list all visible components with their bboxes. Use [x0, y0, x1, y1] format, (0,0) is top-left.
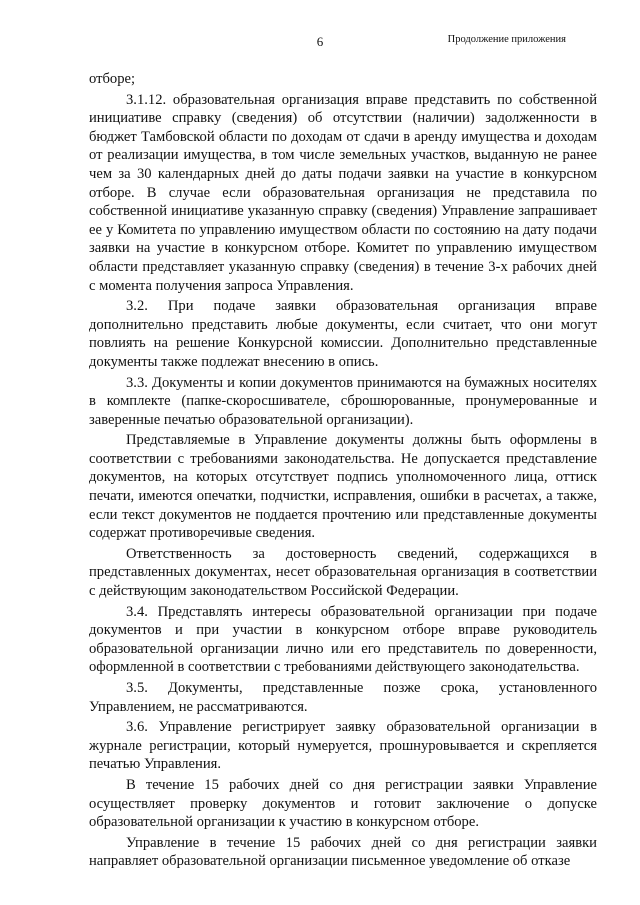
paragraph-review-period: В течение 15 рабочих дней со дня регистрации заявки Управление осуществляет проверку документов и готовит заключение о допуске образовательной организации к участию в конкурсном отборе.: [89, 776, 597, 831]
paragraph-3-4: 3.4. Представлять интересы образовательной организации при подаче документов и при участии в конкурсном отборе вправе руководитель образовательной организации лично или его представитель по доверенности, оформленной в соответствии с требованиями действующего законодательства.: [89, 603, 597, 676]
paragraph-notification: Управление в течение 15 рабочих дней со дня регистрации заявки направляет образовательной организации письменное уведомление об отказе: [89, 834, 597, 870]
paragraph-3-1-12: 3.1.12. образовательная организация вправе представить по собственной инициативе справку (сведения) об отсутствии (наличии) задолженности в бюджет Тамбовской области по доходам от сдачи в аренду имущества и доходам от реализации имущества, в том числе земельных участков, выданную не ранее чем за 30 календарных дней до даты подачи заявки на участие в конкурсном отборе. В случае если образовательная организация не представила по собственной инициативе указанную справку (сведения) Управление запрашивает ее у Комитета по управлению имуществом области по состоянию на дату подачи заявки на участие в конкурсном отборе. Комитет по управлению имуществом области представляет указанную справку (сведения) в течение 3-х рабочих дней с момента получения запроса Управления.: [89, 91, 597, 294]
paragraph-3-2: 3.2. При подаче заявки образовательная организация вправе дополнительно представить любые документы, если считает, что они могут повлиять на решение Конкурсной комиссии. Дополнительно представленные документы также подлежат внесению в опись.: [89, 298, 597, 370]
paragraph-3-6: 3.6. Управление регистрирует заявку образовательной организации в журнале регистрации, который нумеруется, прошнуровывается и скрепляется печатью Управления.: [89, 719, 597, 773]
paragraph-3-3: 3.3. Документы и копии документов принимаются на бумажных носителях в комплекте (папке-скоросшивателе, сброшюрованные, пронумерованные и заверенные печатью образовательной организации).: [89, 374, 597, 428]
document-body: [89, 70, 597, 873]
continuation-note: Продолжение приложения: [447, 34, 566, 45]
paragraph-requirements: Представляемые в Управление документы должны быть оформлены в соответствии с требованиями законодательства. Не допускается представление документов, на которых отсутствует подпись уполномоченного лица, оттиск печати, имеются опечатки, подчистки, исправления, ошибки в расчетах, а также, если текст документов не поддается прочтению или представленные документы содержат противоречивые сведения.: [89, 432, 597, 542]
paragraph-responsibility: Ответственность за достоверность сведений, содержащихся в представленных документах, несет образовательная организация в соответствии с действующим законодательством Российской Федерации.: [89, 545, 597, 600]
paragraph-3-5: 3.5. Документы, представленные позже срока, установленного Управлением, не рассматриваются.: [89, 680, 597, 715]
paragraph-continued: отборе;: [89, 71, 136, 87]
page-number: 6: [316, 34, 324, 49]
